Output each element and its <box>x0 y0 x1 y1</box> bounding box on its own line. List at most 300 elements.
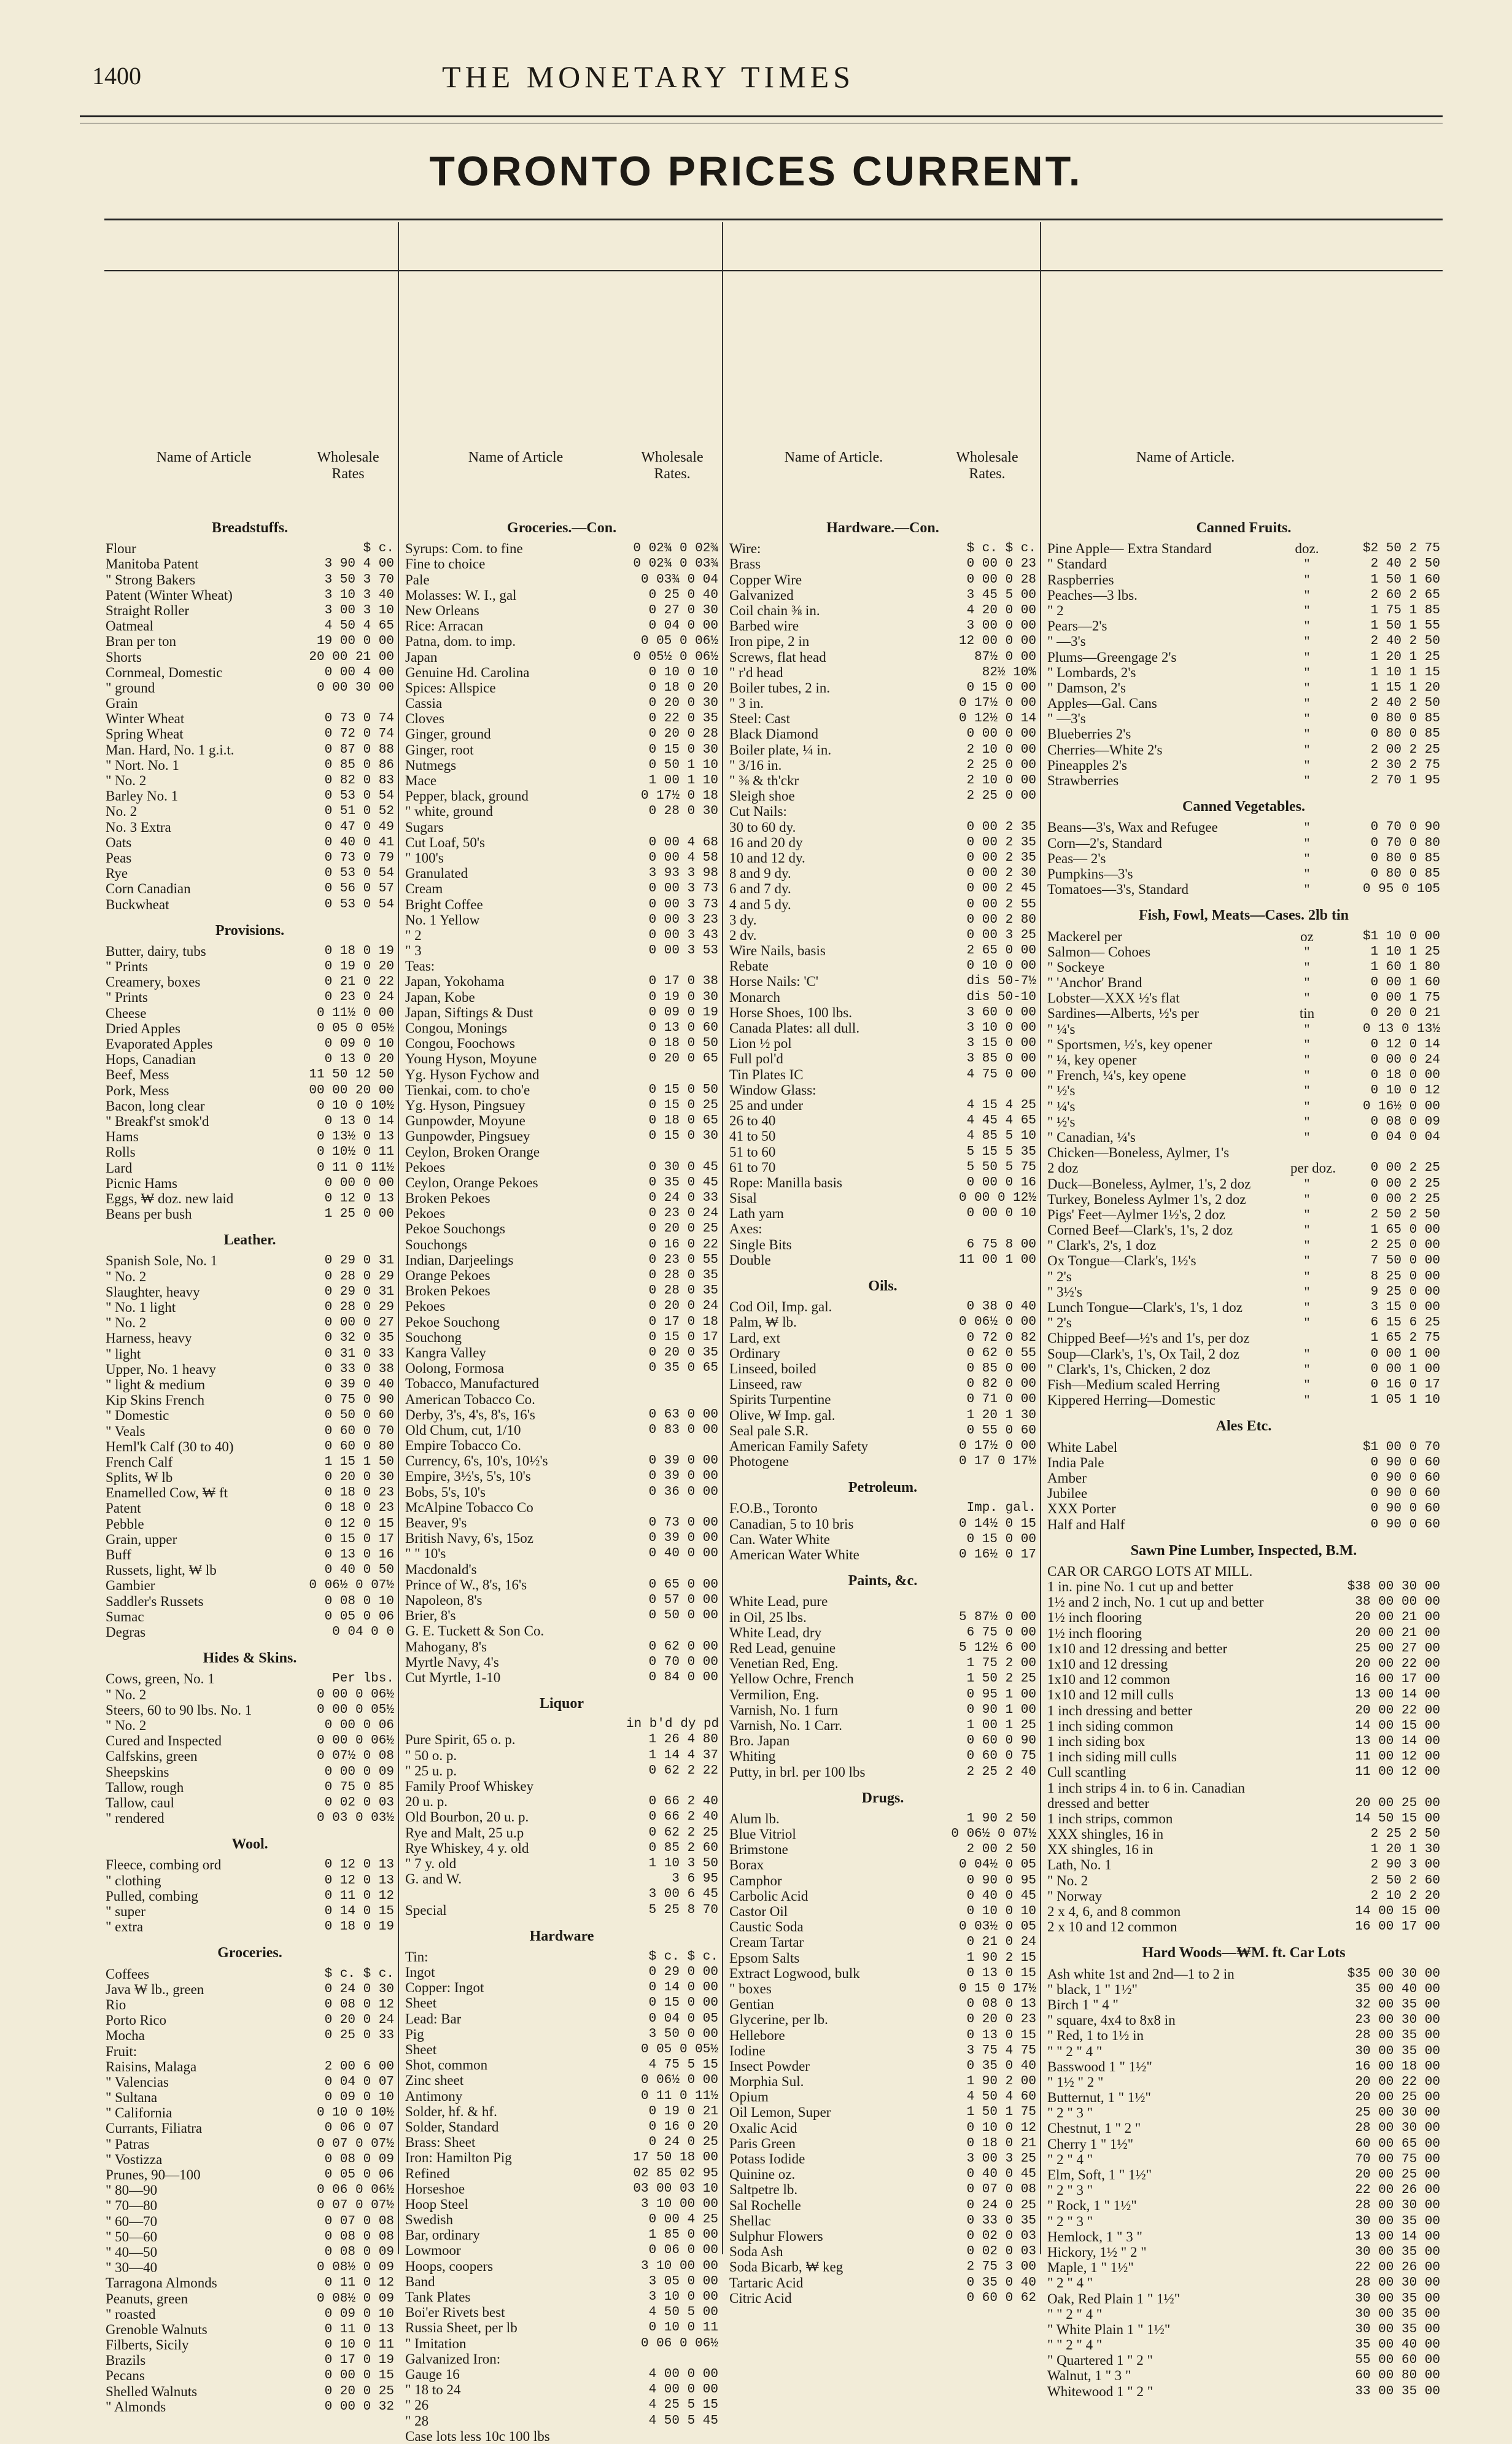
price-row <box>729 1934 1036 1950</box>
wholesale-rate: 0 16 0 17 <box>1370 1377 1440 1392</box>
price-row <box>729 2105 1036 2120</box>
wholesale-rate: Imp. gal. <box>966 1501 1036 1516</box>
wholesale-rate: 20 00 25 00 <box>1355 2090 1440 2105</box>
article-name: Straight Roller <box>106 602 190 618</box>
price-row <box>405 634 718 649</box>
price-row <box>729 1392 1036 1407</box>
article-unit <box>1290 1780 1324 1796</box>
article-name: Double <box>729 1252 771 1268</box>
article-name: Palm, ₩ lb. <box>729 1314 797 1330</box>
price-row <box>405 2011 718 2027</box>
article-name: Monarch <box>729 989 781 1005</box>
wholesale-rate: 20 00 21 00 <box>1355 1610 1440 1625</box>
article-name: Peas <box>106 850 132 866</box>
wholesale-rate: 11 00 12 00 <box>1355 1750 1440 1764</box>
article-unit <box>1290 1687 1324 1702</box>
article-unit: " <box>1304 572 1310 588</box>
article-unit: " <box>1304 1315 1310 1331</box>
wholesale-rate: 60 00 65 00 <box>1355 2136 1440 2151</box>
price-row <box>106 726 394 742</box>
article-name: " 28 <box>405 2413 429 2429</box>
article-unit: " <box>1304 1346 1310 1362</box>
article-name: 10 and 12 dy. <box>729 850 805 866</box>
article-name: Picnic Hams <box>106 1175 177 1191</box>
price-row <box>106 711 394 726</box>
price-row <box>1047 2074 1440 2090</box>
price-row <box>106 742 394 758</box>
wholesale-rate: 30 00 35 00 <box>1355 2214 1440 2229</box>
article-name: Tallow, caul <box>106 1794 174 1810</box>
article-name: Buckwheat <box>106 896 169 912</box>
article-name: " 2's <box>1047 1268 1072 1284</box>
wholesale-rate: 1 10 1 15 <box>1370 665 1440 680</box>
wholesale-rate: 0 12 0 14 <box>1370 1037 1440 1052</box>
wholesale-rate: 0 00 2 30 <box>966 866 1036 881</box>
article-name: Pulled, combing <box>106 1888 198 1904</box>
price-row <box>1047 1284 1440 1300</box>
article-name: Whitewood 1 " 2 " <box>1047 2383 1153 2399</box>
wholesale-rate: 0 63 0 00 <box>648 1407 718 1422</box>
wholesale-rate: 4 50 5 45 <box>648 2413 718 2428</box>
price-row <box>106 1919 394 1934</box>
article-name: Beans per bush <box>106 1206 192 1222</box>
price-row <box>106 1346 394 1362</box>
price-row <box>1047 634 1440 649</box>
article-unit <box>1290 1904 1324 1919</box>
wholesale-rate: 1 90 2 00 <box>966 2074 1036 2089</box>
wholesale-rate: 0 90 0 95 <box>966 1873 1036 1888</box>
article-unit <box>1290 1564 1324 1579</box>
column-header-name: Name of Article <box>156 449 252 465</box>
section-title: Provisions. <box>215 922 285 939</box>
price-row <box>1047 1672 1440 1687</box>
article-unit <box>1290 1626 1324 1641</box>
article-unit <box>1290 1594 1324 1610</box>
wholesale-rate: 0 12½ 0 14 <box>958 712 1036 726</box>
price-row <box>729 2089 1036 2105</box>
article-unit <box>1290 1873 1324 1888</box>
article-name: Manitoba Patent <box>106 556 199 572</box>
article-unit: per doz. <box>1290 1160 1336 1176</box>
wholesale-rate: 0 00 2 35 <box>966 850 1036 865</box>
section-title: Sawn Pine Lumber, Inspected, B.M. <box>1130 1542 1357 1559</box>
price-row <box>1047 1470 1440 1486</box>
price-row <box>405 820 718 835</box>
article-name: Sulphur Flowers <box>729 2228 823 2244</box>
wholesale-rate: 0 00 0 09 <box>324 1764 394 1779</box>
article-name: Canadian, 5 to 10 bris <box>729 1516 854 1532</box>
article-name: Oatmeal <box>106 618 153 634</box>
price-row <box>405 2197 718 2212</box>
article-name: " No. 2 <box>1047 1872 1088 1888</box>
price-row <box>106 634 394 649</box>
article-name: " Canadian, ¼'s <box>1047 1129 1136 1145</box>
price-row <box>729 1082 1036 1098</box>
section-title: Hard Woods—₩M. ft. Car Lots <box>1142 1945 1346 1961</box>
article-name: Bran per ton <box>106 634 176 650</box>
wholesale-rate: 28 00 30 00 <box>1355 2198 1440 2213</box>
article-name: Corned Beef—Clark's, 1's, 2 doz <box>1047 1222 1233 1238</box>
price-row <box>106 1547 394 1562</box>
wholesale-rate <box>1324 1564 1440 1579</box>
article-name: Lobster—XXX ½'s flat <box>1047 990 1180 1006</box>
article-name: Oolong, Formosa <box>405 1360 504 1376</box>
price-row <box>106 1470 394 1485</box>
price-row <box>106 1873 394 1888</box>
price-row <box>729 1687 1036 1702</box>
price-row <box>405 572 718 588</box>
wholesale-rate: 0 62 0 55 <box>966 1346 1036 1360</box>
price-row <box>405 1965 718 1980</box>
wholesale-rate: 3 10 00 00 <box>640 2259 718 2273</box>
wholesale-rate: 0 00 2 80 <box>966 912 1036 927</box>
price-row <box>729 1252 1036 1268</box>
article-name: Sheet <box>405 2042 437 2058</box>
article-name: " Prints <box>106 959 148 975</box>
wholesale-rate: 0 07 0 07½ <box>316 2198 394 2213</box>
article-unit <box>1290 2090 1324 2105</box>
price-row <box>106 1997 394 2012</box>
article-unit <box>1290 2120 1324 2136</box>
article-name: " White Plain 1 " 1½" <box>1047 2321 1171 2337</box>
wholesale-rate: 0 04 0 05 <box>648 2011 718 2026</box>
article-name: " 2's <box>1047 1315 1072 1331</box>
article-name: Galvanized Iron: <box>405 2351 501 2367</box>
price-row <box>405 711 718 726</box>
wholesale-rate: 0 11 0 11½ <box>316 1160 394 1175</box>
wholesale-rate: 0 72 0 74 <box>324 727 394 742</box>
section-title: Hides & Skins. <box>203 1650 297 1667</box>
wholesale-rate: 2 25 0 00 <box>966 789 1036 804</box>
article-unit <box>1290 1501 1324 1516</box>
price-row <box>1047 1749 1440 1764</box>
article-name: Rolls <box>106 1144 136 1160</box>
wholesale-rate: 0 28 0 29 <box>324 1300 394 1315</box>
wholesale-rate: 0 24 0 25 <box>648 2135 718 2150</box>
article-name: Iron pipe, 2 in <box>729 634 810 650</box>
article-unit <box>1290 1455 1324 1470</box>
price-row <box>1047 603 1440 618</box>
article-name: Bright Coffee <box>405 896 483 912</box>
price-row <box>405 990 718 1005</box>
wholesale-rate: dis 50-7½ <box>966 974 1036 989</box>
price-row <box>405 2259 718 2274</box>
article-name: 1½ and 2 inch, No. 1 cut up and better <box>1047 1594 1264 1610</box>
price-row <box>729 541 1036 556</box>
price-row <box>1047 1780 1440 1796</box>
wholesale-rate: 2 50 2 50 <box>1370 1207 1440 1222</box>
wholesale-rate: 0 18 0 23 <box>324 1501 394 1516</box>
price-row <box>1047 1919 1440 1934</box>
price-row <box>729 1175 1036 1190</box>
article-name: " 'Anchor' Brand <box>1047 975 1142 991</box>
section-title: Wool. <box>231 1836 268 1853</box>
article-name: Boi'er Rivets best <box>405 2305 505 2321</box>
article-name: Hickory, 1½ " 2 " <box>1047 2244 1147 2260</box>
article-name: Quinine oz. <box>729 2167 796 2182</box>
wholesale-rate: 0 20 0 28 <box>648 727 718 742</box>
price-row <box>729 1361 1036 1376</box>
section-title: Hardware.—Con. <box>826 520 939 536</box>
article-name: Iron: Hamilton Pig <box>405 2150 512 2166</box>
price-row <box>729 1067 1036 1082</box>
price-row <box>106 2059 394 2074</box>
wholesale-rate: 0 70 0 90 <box>1370 820 1440 835</box>
wholesale-rate: 3 50 0 00 <box>648 2027 718 2041</box>
wholesale-rate: 22 00 26 00 <box>1355 2260 1440 2275</box>
price-row <box>1047 1068 1440 1083</box>
article-name: Lion ½ pol <box>729 1036 792 1052</box>
article-name: XX shingles, 16 in <box>1047 1842 1153 1858</box>
wholesale-rate: 0 24 0 33 <box>648 1191 718 1206</box>
price-row <box>405 1608 718 1623</box>
article-unit <box>1290 2244 1324 2260</box>
article-name: Apples—Gal. Cans <box>1047 696 1157 712</box>
price-row <box>1047 1703 1440 1718</box>
article-name: Brier, 8's <box>405 1608 456 1624</box>
article-name: Spirits Turpentine <box>729 1392 831 1408</box>
price-row <box>106 1578 394 1593</box>
article-name: " ½'s <box>1047 1114 1076 1130</box>
price-row <box>729 866 1036 881</box>
article-name: " Red, 1 to 1½ in <box>1047 2028 1144 2044</box>
article-name: Butternut, 1 " 1½" <box>1047 2090 1151 2106</box>
price-row <box>729 1764 1036 1780</box>
article-name: Peas— 2's <box>1047 850 1106 866</box>
article-name: Lowmoor <box>405 2243 461 2259</box>
article-name: Barley No. 1 <box>106 788 179 804</box>
price-row <box>405 788 718 804</box>
masthead-rule <box>80 115 1443 117</box>
article-name: Molasses: W. I., gal <box>405 587 517 603</box>
price-row <box>729 2028 1036 2043</box>
wholesale-rate: 2 25 0 00 <box>1370 1238 1440 1253</box>
wholesale-rate: 0 39 0 00 <box>648 1454 718 1468</box>
price-row <box>1047 975 1440 990</box>
price-row <box>1047 1764 1440 1780</box>
price-row <box>405 1283 718 1298</box>
wholesale-rate: 0 70 0 00 <box>648 1655 718 1669</box>
price-row <box>729 1051 1036 1066</box>
wholesale-rate: 3 00 3 10 <box>324 603 394 618</box>
article-name: Pebble <box>106 1516 144 1532</box>
article-name: Gambier <box>106 1578 155 1594</box>
article-name: Lard, ext <box>729 1330 781 1346</box>
wholesale-rate: 0 04 0 04 <box>1370 1130 1440 1144</box>
article-name: Filberts, Sicily <box>106 2337 189 2353</box>
article-name: Grenoble Walnuts <box>106 2321 207 2337</box>
wholesale-rate: 3 60 0 00 <box>966 1005 1036 1020</box>
wholesale-rate: 0 00 0 10 <box>966 1206 1036 1221</box>
price-row <box>106 2028 394 2043</box>
price-row <box>1047 1130 1440 1145</box>
wholesale-rate: 0 51 0 52 <box>324 804 394 819</box>
wholesale-rate: 30 00 35 00 <box>1355 2244 1440 2259</box>
price-row <box>106 2244 394 2260</box>
column-header-name: Name of Article. <box>1136 449 1235 465</box>
price-row <box>729 2229 1036 2244</box>
price-row <box>106 1500 394 1516</box>
article-name: 1 inch siding common <box>1047 1718 1174 1734</box>
wholesale-rate: 1 65 0 00 <box>1370 1223 1440 1238</box>
wholesale-rate: 0 04 0 0 <box>332 1624 394 1639</box>
wholesale-rate: 0 39 0 00 <box>648 1531 718 1546</box>
price-row <box>729 588 1036 603</box>
article-unit <box>1290 1997 1324 2012</box>
wholesale-rate: 0 40 0 00 <box>648 1546 718 1561</box>
wholesale-rate: 0 00 2 25 <box>1370 1192 1440 1206</box>
price-row <box>106 2353 394 2368</box>
price-row <box>405 2413 718 2429</box>
article-name: Oats <box>106 834 132 850</box>
column-rows <box>1047 510 1440 2399</box>
price-row <box>106 1067 394 1082</box>
wholesale-rate: 87½ 0 00 <box>974 650 1036 664</box>
wholesale-rate: 0 40 0 45 <box>966 1888 1036 1903</box>
article-unit: " <box>1304 1052 1310 1068</box>
article-name: Strawberries <box>1047 773 1119 789</box>
wholesale-rate: $ c. $ c. <box>324 1966 394 1981</box>
article-name: Evaporated Apples <box>106 1036 213 1052</box>
price-row <box>1047 866 1440 882</box>
article-unit: " <box>1304 1036 1310 1052</box>
article-name: No. 1 Yellow <box>405 912 480 928</box>
wholesale-rate: 2 00 2 50 <box>966 1842 1036 1857</box>
price-row <box>405 726 718 742</box>
article-name: Japan, Siftings & Dust <box>405 1004 533 1020</box>
article-name: Rye <box>106 866 128 882</box>
article-name: " —3's <box>1047 711 1086 727</box>
wholesale-rate: 0 15 0 17 <box>648 1330 718 1344</box>
wholesale-rate: 0 00 0 24 <box>1370 1053 1440 1068</box>
wholesale-rate: 0 03¾ 0 04 <box>640 572 718 587</box>
wholesale-rate: 0 21 0 24 <box>966 1935 1036 1950</box>
section-title: Liquor <box>539 1696 584 1712</box>
article-unit <box>1290 2105 1324 2120</box>
wholesale-rate <box>626 958 718 974</box>
article-unit <box>1290 1796 1324 1811</box>
article-name: Bobs, 5's, 10's <box>405 1484 486 1500</box>
wholesale-rate: 0 07 0 07½ <box>316 2136 394 2151</box>
price-row <box>106 1532 394 1547</box>
article-name: Blueberries 2's <box>1047 726 1131 742</box>
wholesale-rate: 3 6 95 <box>672 1872 718 1887</box>
price-row <box>106 2306 394 2322</box>
article-name <box>405 1887 626 1902</box>
price-row <box>729 1950 1036 1966</box>
article-name: Copper Wire <box>729 572 802 588</box>
price-row <box>1047 2384 1440 2399</box>
article-unit <box>1290 2322 1324 2337</box>
article-unit <box>1290 2182 1324 2198</box>
price-row <box>729 2275 1036 2291</box>
price-row <box>1047 1610 1440 1625</box>
article-name: Linseed, boiled <box>729 1360 816 1376</box>
article-name: 16 and 20 dy <box>729 834 803 850</box>
column-rows <box>405 510 718 2444</box>
wholesale-rate: 0 20 0 24 <box>648 1299 718 1314</box>
wholesale-rate: 0 15 0 17½ <box>958 1981 1036 1996</box>
article-name: Tin: <box>405 1949 428 1965</box>
article-name: " Clark's, 1's, Chicken, 2 doz <box>1047 1361 1211 1377</box>
wholesale-rate: 0 17½ 0 18 <box>640 789 718 804</box>
wholesale-rate: 1 20 1 30 <box>1370 1842 1440 1857</box>
article-name: Cured and Inspected <box>106 1733 222 1749</box>
wholesale-rate: 3 75 4 75 <box>966 2043 1036 2058</box>
article-name: Cut Myrtle, 1-10 <box>405 1669 501 1685</box>
wholesale-rate: $ c. $ c. <box>648 1949 718 1964</box>
wholesale-rate: 0 00 0 16 <box>966 1175 1036 1190</box>
price-row <box>106 1253 394 1268</box>
article-name: dressed and better <box>1047 1795 1150 1811</box>
article-unit: " <box>1304 726 1310 742</box>
article-name: " white, ground <box>405 804 493 820</box>
article-name: White Lead, pure <box>729 1594 828 1610</box>
article-name: Cassia <box>405 696 443 712</box>
wholesale-rate: 1 15 1 50 <box>324 1454 394 1469</box>
wholesale-rate: 0 00 3 43 <box>648 928 718 942</box>
wholesale-rate: 0 11 0 12 <box>324 2276 394 2291</box>
price-row <box>1047 1718 1440 1734</box>
article-name: Raisins, Malaga <box>106 2058 197 2074</box>
wholesale-rate: 0 08 0 10 <box>324 1594 394 1608</box>
price-row <box>729 1888 1036 1904</box>
price-row <box>729 1144 1036 1160</box>
price-row <box>1047 960 1440 975</box>
price-row <box>106 773 394 788</box>
wholesale-rate: 0 00 0 15 <box>324 2368 394 2383</box>
wholesale-rate: 00 00 20 00 <box>309 1083 394 1098</box>
article-name: Rebate <box>729 958 769 974</box>
wholesale-rate: 5 12½ 6 00 <box>958 1641 1036 1655</box>
wholesale-rate: 0 80 0 85 <box>1370 712 1440 726</box>
article-name: Shorts <box>106 649 142 665</box>
section-title: Oils. <box>868 1278 898 1295</box>
wholesale-rate: 0 11 0 13 <box>324 2322 394 2337</box>
wholesale-rate: 13 00 14 00 <box>1355 1688 1440 1702</box>
article-name: " 3½'s <box>1047 1284 1082 1300</box>
price-row <box>729 711 1036 726</box>
wholesale-rate: 6 75 0 00 <box>966 1625 1036 1640</box>
price-row <box>106 1485 394 1500</box>
wholesale-rate: 0 13 0 16 <box>324 1548 394 1562</box>
article-unit <box>1290 2028 1324 2043</box>
wholesale-rate: 1 14 4 37 <box>648 1748 718 1763</box>
price-row <box>106 1392 394 1408</box>
article-name: 1 inch siding mill culls <box>1047 1749 1177 1765</box>
price-row <box>405 2351 718 2367</box>
wholesale-rate: 0 90 0 60 <box>1370 1455 1440 1470</box>
article-name: " 7 y. old <box>405 1855 457 1871</box>
wholesale-rate <box>626 1562 718 1577</box>
article-name: Band <box>405 2273 435 2289</box>
wholesale-rate: 1 75 2 00 <box>966 1656 1036 1671</box>
price-row <box>405 1670 718 1685</box>
article-name: Tank Plates <box>405 2289 471 2305</box>
section-title: Drugs. <box>861 1790 904 1806</box>
article-unit <box>1290 2198 1324 2213</box>
price-row <box>1047 851 1440 866</box>
wholesale-rate: 0 33 0 35 <box>966 2213 1036 2228</box>
article-name: Java ₩ lb., green <box>106 1981 204 1997</box>
page-title: TORONTO PRICES CURRENT. <box>429 148 1083 195</box>
wholesale-rate: $1 00 0 70 <box>1362 1440 1440 1454</box>
price-row <box>405 2382 718 2397</box>
wholesale-rate: 0 00 0 28 <box>966 572 1036 587</box>
wholesale-rate: 28 00 35 00 <box>1355 2028 1440 2043</box>
wholesale-rate: $2 50 2 75 <box>1362 541 1440 556</box>
article-name: Putty, in brl. per 100 lbs <box>729 1764 866 1780</box>
